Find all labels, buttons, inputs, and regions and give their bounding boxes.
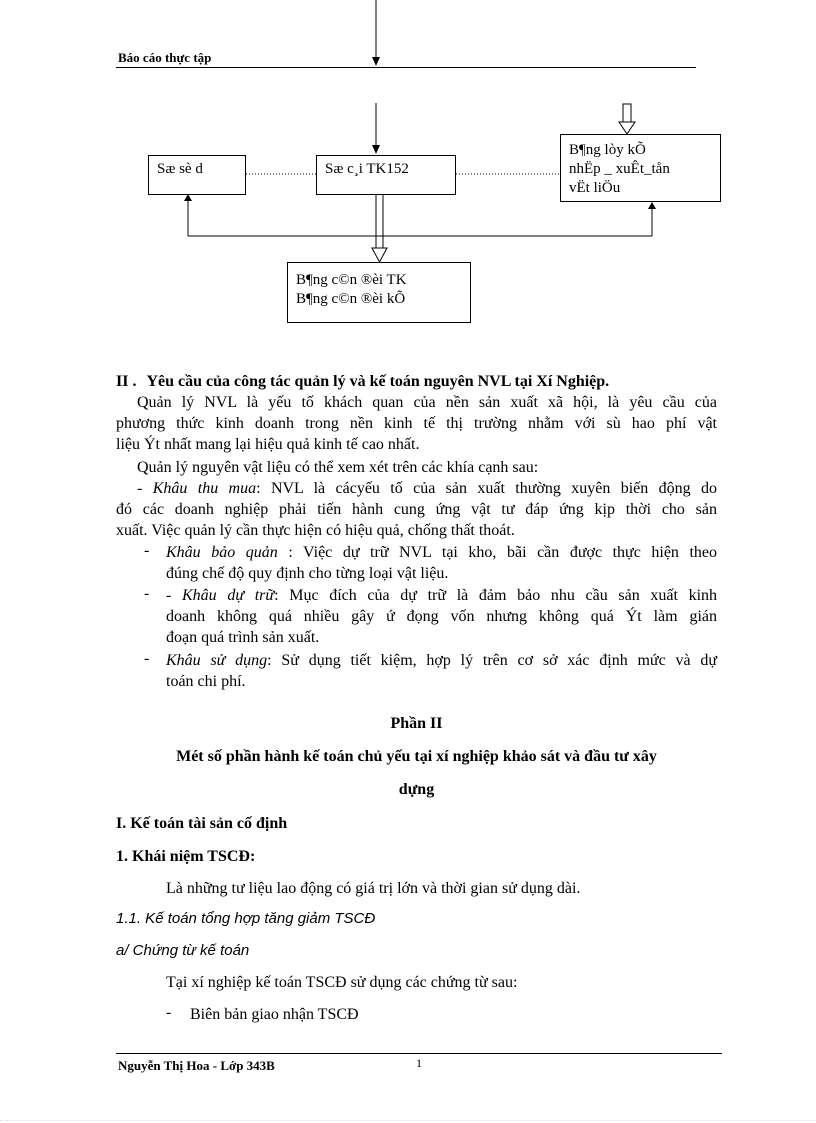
thu-mua-line3: xuất. Việc quản lý cần thực hiện có hiệu quả, chống thất thoát. [116,522,515,539]
page-number: 1 [416,1056,422,1070]
bao-quan-label: Khâu bảo quản [166,544,278,561]
p1-line2: phương thức kinh doanh trong nền kinh tế thị trường nhằm với sù hao phí vật [116,415,717,432]
thu-mua-label: Khâu thu mua [152,480,257,497]
bullet-dash: - [144,650,150,667]
thu-mua-text: : NVL là cácyếu tố của sản xuất thường xuyên biến động do [256,480,718,497]
box-balance-sheets-line2: B¶ng c©n ®èi kÕ [296,291,406,307]
su-dung-text: : Sử dụng tiết kiệm, hợp lý trên cơ sở xác định mức và dự [267,652,717,669]
subheading-a: a/ Chứng từ kế toán [116,942,250,959]
box-balance-sheets-line1: B¶ng c©n ®èi TK [296,272,407,288]
p2-line: Quản lý nguyên vật liệu có thể xem xét trên các khía cạnh sau: [137,459,539,476]
thu-mua-line1 [137,478,717,499]
box-inventory-summary [560,134,721,202]
bao-quan-line1 [166,542,717,563]
box-general-ledger-label: Sæ c¸i TK152 [325,161,409,177]
section2-heading-text: Yêu cầu của công tác quản lý và kế toán nguyên NVL tại Xí Nghiệp. [146,373,610,390]
bao-quan-text: : Việc dự trữ NVL tại kho, bãi cần được thực hiện theo [277,544,718,561]
footer-author: Nguyễn Thị Hoa - Lớp 343B [118,1058,275,1073]
du-tru-text: : Mục đích của dự trữ là đảm bảo nhu cầu sản xuất kinh [274,587,718,604]
bullet-item-1: Biên bản giao nhận TSCĐ [190,1006,359,1023]
heading-fixed-assets: I. Kế toán tài sản cố định [116,815,288,832]
du-tru-line2: doanh không quá nhiều gây ứ đọng vốn nhưng không quá Ýt làm gián [166,608,717,625]
footer-rule [116,1053,722,1054]
du-tru-prefix: - [166,587,182,604]
part2-title: Phần II [390,715,443,732]
su-dung-line2: toán chi phí. [166,673,246,690]
heading-definition: 1. Khái niệm TSCĐ: [116,848,256,865]
part2-subtitle-line1: Mét số phần hành kế toán chủ yếu tại xí nghiệp khảo sát và đầu tư xây [176,748,657,765]
section2-heading [116,371,609,392]
bullet-dash: - [166,1004,172,1021]
subheading-1-1: 1.1. Kế toán tổng hợp tăng giảm TSCĐ [116,910,376,927]
header-rule [116,67,696,68]
header-title: Báo cáo thực tập [118,50,212,65]
thu-mua-line2: đó các doanh nghiệp phải tiến hành cung ứng vật tư đáp ứng kịp thời cho sản [116,501,717,518]
bullet-dash: - [144,585,150,602]
box-balance-sheets [287,262,471,323]
p1-line1: Quản lý NVL là yếu tố khách quan của nền sản xuất xã hội, là yêu cầu của [137,394,717,411]
documents-text: Tại xí nghiệp kế toán TSCĐ sử dụng các chứng từ sau: [166,974,518,991]
su-dung-label: Khâu sử dụng [166,652,268,669]
du-tru-line3: đoạn quá trình sản xuất. [166,629,320,646]
thu-mua-dash: - [137,480,153,497]
bao-quan-line2: đúng chế độ quy định cho từng loại vật liệu. [166,565,449,582]
part2-subtitle-line2: dựng [398,781,435,798]
definition-text: Là những tư liệu lao động có giá trị lớn và thời gian sử dụng dài. [166,880,581,897]
p1-line3: liệu Ýt nhất mang lại hiệu quả kinh tế cao nhất. [116,436,420,453]
box-general-ledger [316,155,456,195]
box-inventory-summary-line2: nhËp _ xuÊt_tån [569,161,670,177]
bullet-dash: - [144,542,150,559]
box-inventory-summary-line1: B¶ng lòy kÕ [569,142,646,158]
du-tru-line1 [166,585,717,606]
box-ledger-balance-label: Sæ sè d [157,161,203,177]
du-tru-label: Khâu dự trữ [182,587,275,604]
section2-heading-number: II . [116,373,137,390]
page-break-line [0,1120,816,1121]
su-dung-line1 [166,650,717,671]
box-inventory-summary-line3: vËt liÖu [569,180,621,196]
box-ledger-balance [148,155,246,195]
